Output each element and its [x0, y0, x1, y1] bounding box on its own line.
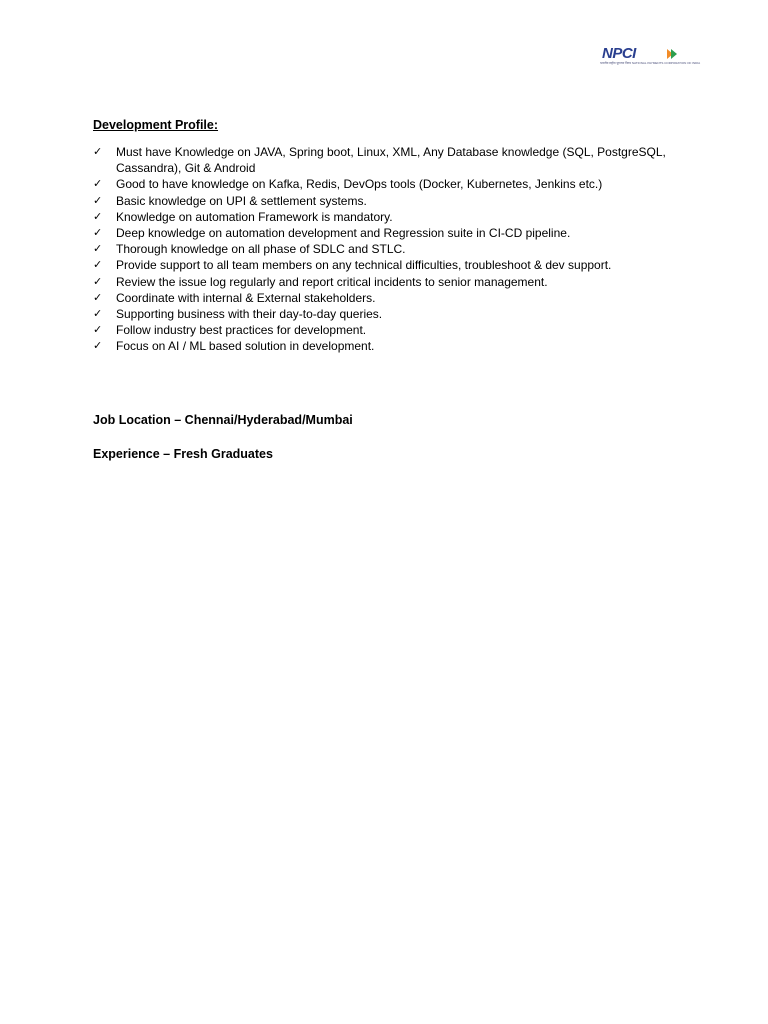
checkmark-icon: ✓ [93, 290, 103, 304]
list-item-text: Good to have knowledge on Kafka, Redis, DevOps tools (Docker, Kubernetes, Jenkins etc.) [116, 177, 603, 192]
list-item-text: Follow industry best practices for development. [116, 323, 367, 338]
list-item-text: Must have Knowledge on JAVA, Spring boot, Linux, XML, Any Database knowledge (SQL, PostgreSQL, Cassandra), Git & Android [116, 145, 666, 176]
list-item [93, 290, 683, 306]
logo-arrow-icon [666, 48, 678, 60]
list-item-text: Supporting business with their day-to-day queries. [116, 307, 383, 322]
list-item [93, 144, 683, 176]
list-item [93, 257, 683, 273]
checkmark-icon: ✓ [93, 145, 103, 158]
list-item [93, 225, 683, 241]
logo-tagline: भारतीय राष्ट्रीय भुगतान निगम NATIONAL PAYMENTS CORPORATION OF INDIA [600, 61, 701, 65]
list-item [93, 322, 683, 338]
list-item [93, 338, 683, 354]
list-item-text: Knowledge on automation Framework is mandatory. [116, 209, 393, 224]
checkmark-icon: ✓ [93, 242, 103, 256]
checkmark-icon: ✓ [93, 209, 103, 223]
checkmark-icon: ✓ [93, 193, 103, 207]
list-item-text: Thorough knowledge on all phase of SDLC and STLC. [116, 242, 406, 257]
list-item-text: Basic knowledge on UPI & settlement systems. [116, 193, 367, 208]
checkmark-icon: ✓ [93, 339, 103, 353]
list-item [93, 306, 683, 322]
logo-wordmark: NPCI [602, 45, 636, 62]
checkmark-icon: ✓ [93, 258, 103, 272]
list-item-text: Review the issue log regularly and report critical incidents to senior management. [116, 274, 548, 289]
development-profile-heading: Development Profile: [93, 118, 219, 132]
list-item [93, 193, 683, 209]
list-item [93, 209, 683, 225]
npci-logo [600, 45, 701, 70]
job-location: Job Location – Chennai/Hyderabad/Mumbai [93, 413, 353, 427]
list-item [93, 274, 683, 290]
checkmark-icon: ✓ [93, 177, 103, 191]
development-profile-list [93, 144, 683, 355]
list-item-text: Deep knowledge on automation development and Regression suite in CI-CD pipeline. [116, 226, 571, 241]
checkmark-icon: ✓ [93, 274, 103, 288]
experience: Experience – Fresh Graduates [93, 447, 273, 461]
list-item-text: Provide support to all team members on any technical difficulties, troubleshoot & dev support. [116, 258, 612, 273]
list-item [93, 241, 683, 257]
list-item-text: Coordinate with internal & External stakeholders. [116, 290, 376, 305]
checkmark-icon: ✓ [93, 323, 103, 337]
checkmark-icon: ✓ [93, 307, 103, 321]
list-item-text: Focus on AI / ML based solution in development. [116, 339, 375, 354]
checkmark-icon: ✓ [93, 226, 103, 240]
list-item [93, 176, 683, 192]
